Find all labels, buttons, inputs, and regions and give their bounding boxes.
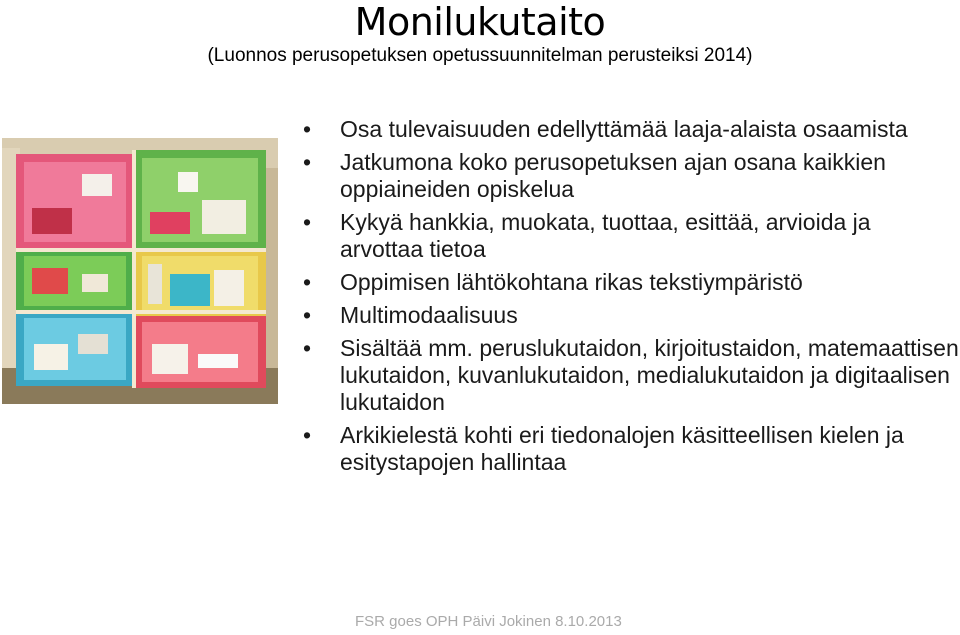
bullet-item: • Oppimisen lähtökohtana rikas tekstiympäristö — [303, 269, 803, 295]
bullet-list — [300, 116, 960, 482]
bullet-icon: • — [303, 302, 312, 328]
bullet-item: • Sisältää mm. peruslukutaidon, kirjoitustaidon, matemaattisen lukutaidon, kuvanlukutaidon, medialukutaidon ja digitaalisen lukutaidon — [303, 335, 959, 415]
bullet-item: • Multimodaalisuus — [303, 302, 518, 328]
slide-header — [0, 0, 960, 68]
bullet-icon: • — [303, 269, 312, 295]
bullet-icon: • — [303, 335, 312, 361]
bullet-item: • Kykyä hankkia, muokata, tuottaa, esittää, arvioida ja arvottaa tietoa — [303, 209, 871, 262]
slide-footer: FSR goes OPH Päivi Jokinen 8.10.2013 — [355, 613, 622, 630]
slide-subtitle: (Luonnos perusopetuksen opetussuunnitelman perusteiksi 2014) — [207, 45, 753, 66]
bullet-icon: • — [303, 149, 312, 175]
bullet-item: • Osa tulevaisuuden edellyttämää laaja-alaista osaamista — [303, 116, 908, 142]
bullet-item: • Jatkumona koko perusopetuksen ajan osana kaikkien oppiaineiden opiskelua — [303, 149, 886, 202]
bullet-icon: • — [303, 422, 312, 448]
slide-title: Monilukutaito — [354, 0, 606, 44]
bullet-item: • Arkikielestä kohti eri tiedonalojen käsitteellisen kielen ja esitystapojen hallintaa — [303, 422, 904, 475]
dollhouse-photo — [2, 138, 278, 404]
bullet-icon: • — [303, 209, 312, 235]
bullet-icon: • — [303, 116, 312, 142]
